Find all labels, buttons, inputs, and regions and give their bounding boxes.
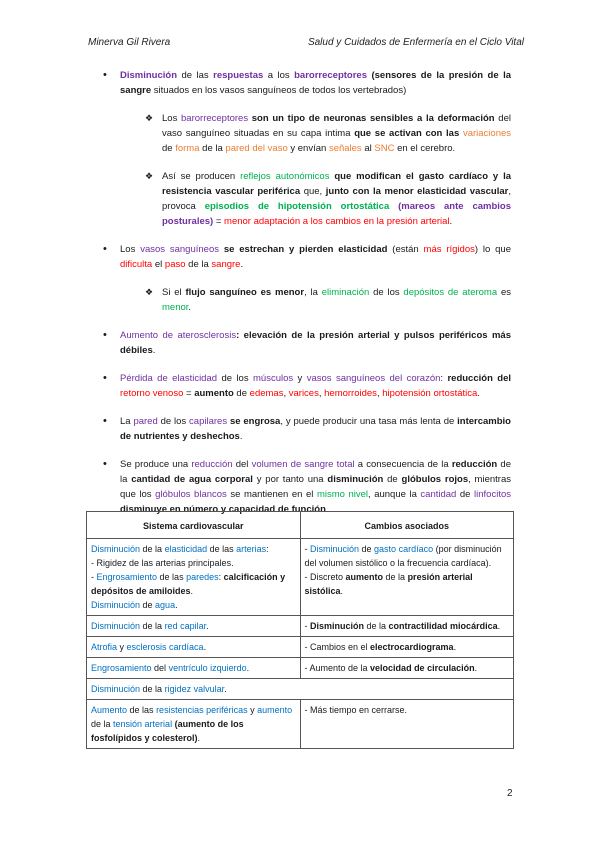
table-cell-system: [87, 637, 301, 658]
table-row: [87, 679, 514, 700]
text-run: - Discreto: [304, 572, 346, 582]
text-run: .: [224, 684, 227, 694]
text-run: ,: [318, 388, 325, 399]
bullet-icon: •: [103, 243, 107, 255]
main-content: [88, 68, 511, 530]
sub-bullet-item: [88, 111, 511, 156]
text-run: .: [152, 345, 156, 356]
text-run: paredes: [186, 572, 219, 582]
table-row: [87, 700, 514, 749]
text-run: flujo sanguíneo es menor: [185, 287, 305, 298]
text-run: edemas: [249, 388, 284, 399]
text-run: disminuye en número y capacidad de función: [120, 504, 326, 515]
table-cell-system: [87, 658, 301, 679]
text-run: vasos sanguíneos del corazón: [306, 373, 441, 384]
text-run: retorno venoso: [120, 388, 184, 399]
table-row: [87, 616, 514, 637]
text-run: Aumento: [91, 705, 128, 715]
text-run: - Rigidez de las arterias principales.: [91, 558, 234, 568]
text-run: (mareos ante cambios posturales): [162, 201, 511, 227]
text-run: dificulta: [120, 259, 153, 270]
text-run: del: [232, 459, 252, 470]
text-run: aumento: [194, 388, 234, 399]
table-cell-system: [87, 700, 301, 749]
text-run: se engrosa: [227, 416, 281, 427]
text-run: capilares: [189, 416, 228, 427]
text-run: .: [340, 586, 344, 596]
text-run: barorreceptores: [181, 113, 249, 124]
text-run: más rígidos: [423, 244, 475, 255]
text-run: y: [117, 642, 127, 652]
table-cell-changes: [300, 539, 514, 616]
text-run: (sensores de la presión de la sangre: [120, 70, 511, 96]
diamond-bullet-icon: ❖: [145, 287, 154, 297]
text-run: glóbulos blancos: [155, 489, 227, 500]
text-run: (aumento de los fosfolípidos y colesterol): [91, 719, 244, 743]
table-header-row: [87, 512, 514, 539]
text-run: .: [239, 431, 243, 442]
text-run: menor: [162, 302, 189, 313]
text-run: de: [456, 489, 475, 500]
text-run: reducción del: [447, 373, 512, 384]
text-run: y: [293, 373, 307, 384]
text-run: al: [361, 143, 375, 154]
text-run: variaciones: [462, 128, 512, 139]
text-run: .: [190, 586, 194, 596]
text-run: -: [91, 572, 97, 582]
text-run: Si el: [162, 287, 186, 298]
text-run: Disminución: [91, 621, 141, 631]
text-run: hemorroides: [324, 388, 377, 399]
text-run: de la: [91, 719, 114, 729]
text-run: Pérdida de elasticidad: [120, 373, 218, 384]
text-run: -: [304, 621, 310, 631]
text-run: señales: [328, 143, 362, 154]
table-row: [87, 637, 514, 658]
text-run: Disminución: [91, 684, 141, 694]
bullet-icon: •: [103, 458, 107, 470]
text-run: red capilar: [164, 621, 207, 631]
text-run: - Aumento de la: [304, 663, 371, 673]
text-run: :: [218, 572, 224, 582]
text-run: rigidez valvular: [164, 684, 225, 694]
text-run: disminución: [327, 474, 384, 485]
text-run: son un tipo de neuronas sensibles a la deformación: [248, 113, 495, 124]
text-run: de: [162, 143, 176, 154]
table-cell-changes: [300, 658, 514, 679]
diamond-bullet-icon: ❖: [145, 113, 154, 123]
text-run: que,: [300, 186, 326, 197]
text-run: forma: [175, 143, 200, 154]
text-run: calcificación y depósitos de amiloides: [91, 572, 286, 596]
text-run: electrocardiograma: [370, 642, 454, 652]
text-run: : elevación de la presión arterial y pulsos periféricos más débiles: [120, 330, 511, 356]
text-run: glóbulos rojos: [401, 474, 469, 485]
text-run: :: [266, 544, 269, 554]
text-run: de la: [140, 544, 165, 554]
text-run: :: [440, 373, 448, 384]
text-run: de los: [217, 373, 254, 384]
text-run: aumento: [345, 572, 384, 582]
text-run: , la: [304, 287, 322, 298]
text-run: , provoca: [162, 186, 511, 212]
text-run: elasticidad: [164, 544, 208, 554]
text-run: el: [152, 259, 165, 270]
text-run: reflejos autonómicos: [240, 171, 330, 182]
bullet-item: [88, 68, 511, 98]
text-run: Disminución: [310, 621, 365, 631]
author-name: Minerva Gil Rivera: [88, 37, 171, 48]
text-run: , aunque la: [368, 489, 421, 500]
text-run: a los: [263, 70, 295, 81]
text-run: Así se producen: [162, 171, 241, 182]
table-cell-system: [87, 539, 301, 616]
text-run: en el cerebro.: [394, 143, 456, 154]
sub-bullet-item: [88, 169, 511, 229]
text-run: cantidad de agua corporal: [131, 474, 253, 485]
text-run: de la: [383, 572, 408, 582]
text-run: de: [140, 600, 156, 610]
text-run: .: [203, 642, 207, 652]
text-run: .: [206, 621, 209, 631]
text-run: .: [497, 621, 501, 631]
text-run: Los: [120, 244, 141, 255]
text-run: se estrechan y pierden elasticidad: [218, 244, 388, 255]
table-cell-changes: [300, 700, 514, 749]
table-header-changes: Cambios asociados: [300, 512, 514, 539]
bullet-item: [88, 328, 511, 358]
text-run: sangre: [211, 259, 241, 270]
text-run: .: [240, 259, 244, 270]
table-cell-changes: [300, 616, 514, 637]
text-run: .: [477, 388, 480, 399]
text-run: de los: [369, 287, 404, 298]
text-run: episodios de hipotensión ortostática: [204, 201, 390, 212]
text-run: reducción: [451, 459, 498, 470]
cardiovascular-table: [86, 511, 514, 749]
text-run: Aumento de aterosclerosis: [120, 330, 237, 341]
text-run: esclerosis cardíaca: [126, 642, 204, 652]
bullet-item: [88, 371, 511, 401]
text-run: de la: [140, 621, 165, 631]
text-run: de la: [199, 143, 226, 154]
text-run: situados en los vasos sanguíneos de todos los vertebrados): [151, 85, 407, 96]
bullet-item: [88, 414, 511, 444]
text-run: - Más tiempo en cerrarse.: [304, 705, 408, 715]
document-title: Salud y Cuidados de Enfermería en el Ciclo Vital: [307, 37, 524, 48]
text-run: que se activan con las: [354, 128, 460, 139]
text-run: paso: [164, 259, 186, 270]
table-cell-system: [87, 616, 301, 637]
text-run: ventrículo izquierdo: [168, 663, 247, 673]
text-run: del: [151, 663, 169, 673]
text-run: .: [453, 642, 457, 652]
text-run: =: [213, 216, 225, 227]
text-run: a consecuencia de la: [354, 459, 452, 470]
text-run: hipotensión ortostática: [382, 388, 478, 399]
text-run: .: [474, 663, 478, 673]
text-run: .: [197, 733, 201, 743]
table-row: [87, 539, 514, 616]
text-run: de la: [364, 621, 389, 631]
sub-bullet-item: [88, 285, 511, 315]
text-run: reducción: [191, 459, 233, 470]
text-run: de los: [157, 416, 190, 427]
text-run: ,: [376, 388, 383, 399]
text-run: agua: [155, 600, 176, 610]
diamond-bullet-icon: ❖: [145, 171, 154, 181]
text-run: de: [359, 544, 375, 554]
text-run: de las: [127, 705, 157, 715]
text-run: aumento: [257, 705, 293, 715]
page-header: [88, 37, 524, 51]
text-run: .: [188, 302, 192, 313]
text-run: cantidad: [420, 489, 457, 500]
bullet-icon: •: [103, 415, 107, 427]
text-run: Disminución: [120, 70, 178, 81]
text-run: Disminución: [310, 544, 360, 554]
table-row: [87, 658, 514, 679]
text-run: , mientras que los: [120, 474, 511, 500]
text-run: del vaso sanguíneo situadas en su capa intima: [162, 113, 511, 139]
text-run: Se produce una: [120, 459, 192, 470]
text-run: presión arterial sistólica: [304, 572, 473, 596]
bullet-icon: •: [103, 329, 107, 341]
text-run: varices: [288, 388, 319, 399]
text-run: resistencias periféricas: [156, 705, 248, 715]
text-run: menor adaptación a los cambios en la presión arterial: [224, 216, 450, 227]
text-run: (por disminución del volumen sistólico o la frecuencia cardíaca).: [304, 544, 502, 568]
text-run: de: [233, 388, 250, 399]
bullet-item: [88, 242, 511, 272]
text-run: eliminación: [321, 287, 370, 298]
text-run: .: [175, 600, 178, 610]
text-run: , y puede producir una tasa más lenta de: [280, 416, 458, 427]
text-run: .: [325, 504, 329, 515]
text-run: contractilidad miocárdica: [388, 621, 498, 631]
text-run: Disminución: [91, 544, 141, 554]
bullet-item: [88, 457, 511, 517]
text-run: volumen de sangre total: [251, 459, 355, 470]
text-run: ) lo que: [474, 244, 511, 255]
text-run: que modifican el gasto cardíaco y la resistencia vascular periférica: [162, 171, 511, 197]
text-run: depósitos de ateroma: [403, 287, 498, 298]
text-run: vasos sanguíneos: [140, 244, 219, 255]
text-run: músculos: [253, 373, 294, 384]
text-run: =: [183, 388, 195, 399]
text-run: mismo nivel: [316, 489, 369, 500]
text-run: de las: [207, 544, 237, 554]
text-run: (están: [387, 244, 424, 255]
text-run: y por tanto una: [252, 474, 328, 485]
text-run: pared: [133, 416, 158, 427]
text-run: arterias: [236, 544, 267, 554]
text-run: tensión arterial: [113, 719, 173, 729]
text-run: Atrofia: [91, 642, 118, 652]
text-run: .: [449, 216, 453, 227]
text-run: y envían: [287, 143, 329, 154]
text-run: velocidad de circulación: [370, 663, 475, 673]
text-run: Los: [162, 113, 182, 124]
text-run: y: [247, 705, 258, 715]
text-run: de las: [177, 70, 214, 81]
text-run: de las: [157, 572, 187, 582]
text-run: SNC: [374, 143, 395, 154]
text-run: - Cambios en el: [304, 642, 371, 652]
table-cell-changes: [300, 637, 514, 658]
text-run: es: [497, 287, 511, 298]
text-run: .: [246, 663, 250, 673]
bullet-icon: •: [103, 372, 107, 384]
text-run: se mantienen en el: [226, 489, 317, 500]
text-run: gasto cardíaco: [374, 544, 434, 554]
table-header-system: Sistema cardiovascular: [87, 512, 301, 539]
text-run: La: [120, 416, 134, 427]
text-run: -: [304, 544, 310, 554]
text-run: de la: [185, 259, 212, 270]
text-run: barorreceptores: [294, 70, 367, 81]
text-run: respuestas: [213, 70, 264, 81]
text-run: [389, 201, 398, 212]
page-number: 2: [507, 788, 513, 799]
text-run: intercambio de nutrientes y deshechos: [120, 416, 511, 442]
text-run: Engrosamiento: [96, 572, 158, 582]
text-run: de la: [120, 459, 511, 485]
text-run: pared del vaso: [225, 143, 288, 154]
text-run: ,: [283, 388, 289, 399]
text-run: linfocitos: [474, 489, 511, 500]
text-run: de la: [140, 684, 165, 694]
bullet-icon: •: [103, 69, 107, 81]
text-run: de: [383, 474, 402, 485]
text-run: junto con la menor elasticidad vascular: [325, 186, 509, 197]
text-run: Engrosamiento: [91, 663, 152, 673]
text-run: Disminución: [91, 600, 141, 610]
table-cell-full: [87, 679, 514, 700]
